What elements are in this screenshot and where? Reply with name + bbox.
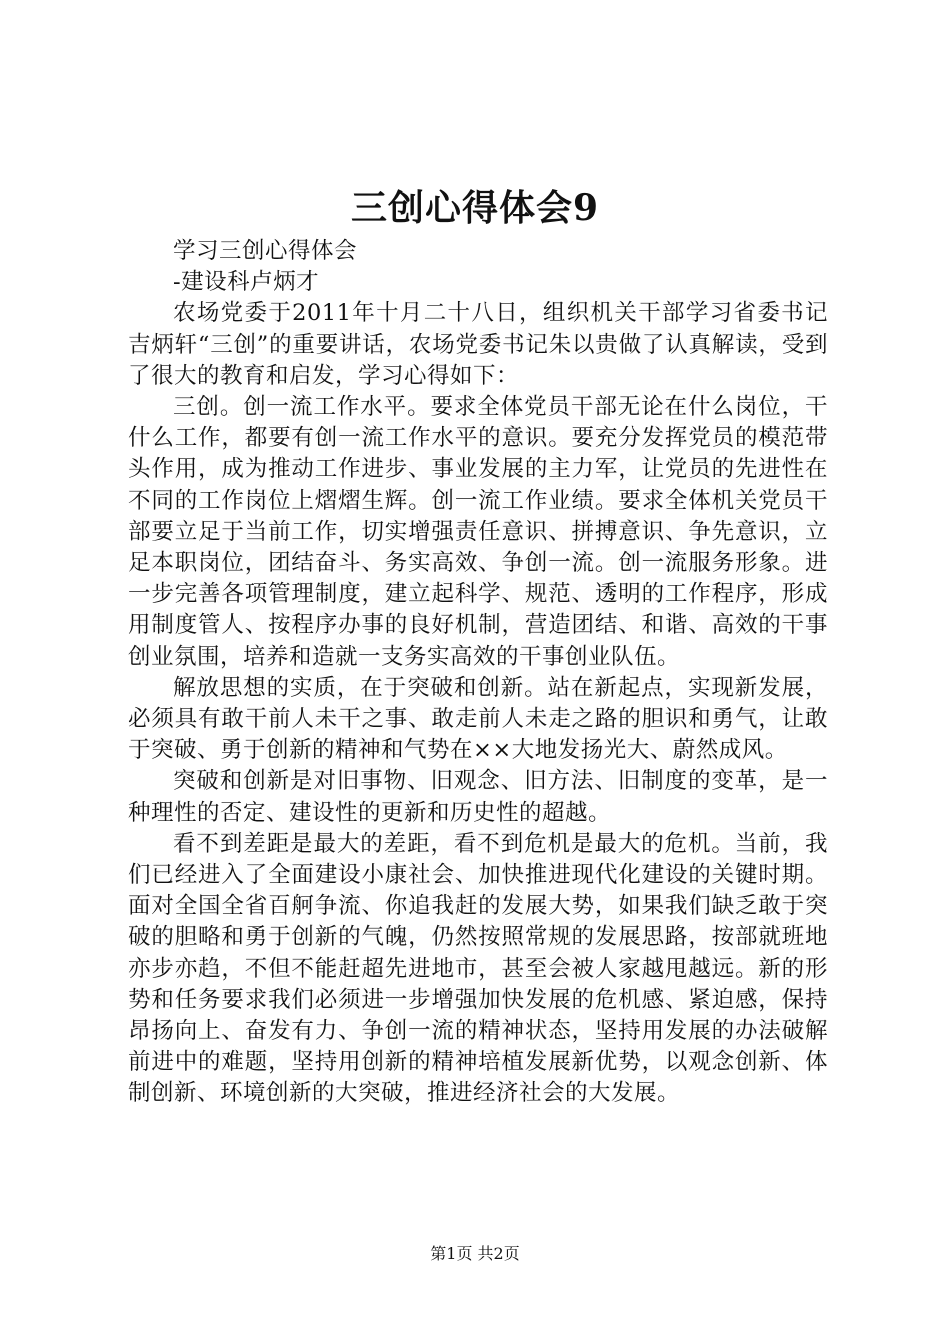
paragraph-4: 突破和创新是对旧事物、旧观念、旧方法、旧制度的变革，是一种理性的否定、建设性的更新和历史性的超越。 [128, 768, 828, 826]
document-body [128, 236, 828, 1110]
subtitle-line: 学习三创心得体会 [173, 238, 358, 264]
paragraph-5: 看不到差距是最大的差距，看不到危机是最大的危机。当前，我们已经进入了全面建设小康社会、加快推进现代化建设的关键时期。面对全国全省百舸争流、你追我赶的发展大势，如果我们缺乏敢于突破的胆略和勇于创新的气魄，仍然按照常规的发展思路，按部就班地亦步亦趋，不但不能赶超先进地市，甚至会被人家越甩越远。新的形势和任务要求我们必须进一步增强加快发展的危机感、紧迫感，保持昂扬向上、奋发有力、争创一流的精神状态，坚持用发展的办法破解前进中的难题，坚持用创新的精神培植发展新优势，以观念创新、体制创新、环境创新的大突破，推进经济社会的大发展。 [128, 830, 828, 1107]
paragraph-1: 农场党委于2011年十月二十八日，组织机关干部学习省委书记吉炳轩“三创”的重要讲话，农场党委书记朱以贵做了认真解读，受到了很大的教育和启发，学习心得如下： [128, 300, 828, 389]
author-line: -建设科卢炳才 [173, 269, 320, 296]
document-title: 三创心得体会9 [350, 187, 600, 229]
page-footer: 第1页 共2页 [430, 1244, 520, 1263]
paragraph-2: 三创。创一流工作水平。要求全体党员干部无论在什么岗位，干什么工作，都要有创一流工作水平的意识。要充分发挥党员的模范带头作用，成为推动工作进步、事业发展的主力军，让党员的先进性在不同的工作岗位上熠熠生辉。创一流工作业绩。要求全体机关党员干部要立足于当前工作，切实增强责任意识、拼搏意识、争先意识，立足本职岗位，团结奋斗、务实高效、争创一流。创一流服务形象。进一步完善各项管理制度，建立起科学、规范、透明的工作程序，形成用制度管人、按程序办事的良好机制，营造团结、和谐、高效的干事创业氛围，培养和造就一支务实高效的干事创业队伍。 [128, 394, 828, 670]
paragraph-3: 解放思想的实质，在于突破和创新。站在新起点，实现新发展，必须具有敢干前人未干之事、敢走前人未走之路的胆识和勇气，让敢于突破、勇于创新的精神和气势在××大地发扬光大、蔚然成风。 [128, 674, 828, 764]
